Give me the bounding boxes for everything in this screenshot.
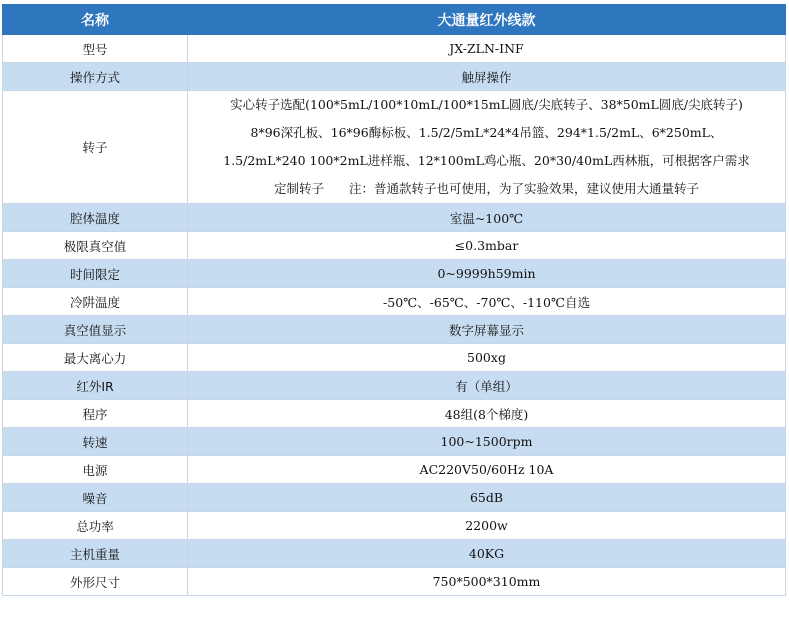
row-label: 主机重量 xyxy=(3,540,188,568)
row-value: 65dB xyxy=(188,484,786,512)
row-label: 电源 xyxy=(3,456,188,484)
row-value: 2200w xyxy=(188,512,786,540)
table-row xyxy=(3,260,786,288)
table-row xyxy=(3,484,786,512)
table-row xyxy=(3,204,786,232)
row-label: 最大离心力 xyxy=(3,344,188,372)
row-value: ≤0.3mbar xyxy=(188,232,786,260)
row-label: 极限真空值 xyxy=(3,232,188,260)
table-row xyxy=(3,35,786,63)
table-row xyxy=(3,540,786,568)
table-header-row xyxy=(3,5,786,35)
row-label: 红外IR xyxy=(3,372,188,400)
row-value: 40KG xyxy=(188,540,786,568)
row-value: 数字屏幕显示 xyxy=(188,316,786,344)
spec-table xyxy=(2,4,786,596)
row-value: AC220V50/60Hz 10A xyxy=(188,456,786,484)
row-value: 室温~100℃ xyxy=(188,204,786,232)
table-row xyxy=(3,512,786,540)
rotor-line: 实心转子选配(100*5mL/100*10mL/100*15mL圆底/尖底转子、38*50mL圆底/尖底转子) xyxy=(230,97,743,112)
row-label: 总功率 xyxy=(3,512,188,540)
row-label: 腔体温度 xyxy=(3,204,188,232)
row-label: 外形尺寸 xyxy=(3,568,188,596)
rotor-line: 8*96深孔板、16*96酶标板、1.5/2/5mL*24*4吊篮、294*1.5/2mL、6*250mL、 xyxy=(250,125,723,140)
row-value: 500xg xyxy=(188,344,786,372)
table-row xyxy=(3,288,786,316)
rotor-line: 1.5/2mL*240 100*2mL进样瓶、12*100mL鸡心瓶、20*30/40mL西林瓶，可根据客户需求 xyxy=(223,153,750,168)
table-row xyxy=(3,63,786,91)
rotor-line: 定制转子 注：普通款转子也可使用，为了实验效果，建议使用大通量转子 xyxy=(273,181,699,196)
table-row xyxy=(3,372,786,400)
row-value: 48组(8个梯度) xyxy=(188,400,786,428)
row-value: 0~9999h59min xyxy=(188,260,786,288)
row-label: 转速 xyxy=(3,428,188,456)
row-label: 操作方式 xyxy=(3,63,188,91)
table-row-rotor xyxy=(3,91,786,204)
table-row xyxy=(3,456,786,484)
row-label: 噪音 xyxy=(3,484,188,512)
row-label: 时间限定 xyxy=(3,260,188,288)
row-label: 型号 xyxy=(3,35,188,63)
header-name: 名称 xyxy=(3,5,188,35)
row-label: 真空值显示 xyxy=(3,316,188,344)
row-value: JX-ZLN-INF xyxy=(188,35,786,63)
row-label: 冷阱温度 xyxy=(3,288,188,316)
table-row xyxy=(3,344,786,372)
header-model-title: 大通量红外线款 xyxy=(188,5,786,35)
table-row xyxy=(3,232,786,260)
table-row xyxy=(3,316,786,344)
row-label: 程序 xyxy=(3,400,188,428)
table-row xyxy=(3,400,786,428)
rotor-description xyxy=(188,91,786,204)
row-value: -50℃、-65℃、-70℃、-110℃自选 xyxy=(188,288,786,316)
row-value: 触屏操作 xyxy=(188,63,786,91)
row-value: 有（单组） xyxy=(188,372,786,400)
table-row xyxy=(3,568,786,596)
table-row xyxy=(3,428,786,456)
row-value: 750*500*310mm xyxy=(188,568,786,596)
row-label: 转子 xyxy=(3,91,188,204)
row-value: 100~1500rpm xyxy=(188,428,786,456)
